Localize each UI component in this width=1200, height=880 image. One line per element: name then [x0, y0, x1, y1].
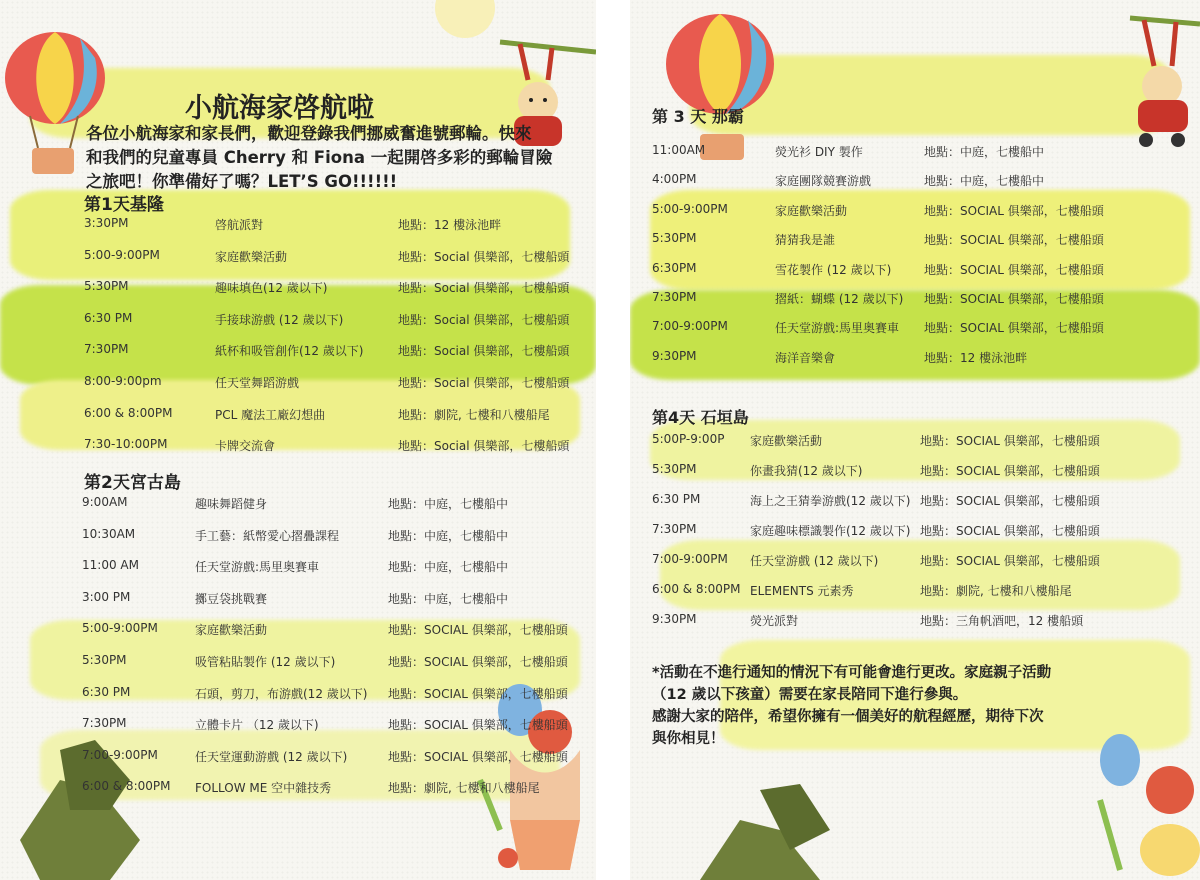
note-line: 與你相見！: [652, 731, 725, 747]
event-name: 家庭歡樂活動: [215, 249, 288, 264]
event-time: 9:00AM: [82, 495, 128, 509]
event-name: 紙杯和吸管創作(12 歲以下): [215, 344, 364, 359]
event-name: 任天堂游戲:馬里奥賽車: [775, 321, 900, 336]
event-location: 地點：SOCIAL 俱樂部，七樓船頭: [924, 262, 1104, 277]
event-location: 地點：SOCIAL 俱樂部，七樓船頭: [920, 524, 1100, 538]
page-title: 小航海家啓航啦: [185, 93, 374, 124]
event-time: 5:00-9:00PM: [652, 201, 728, 216]
event-time: 6:30 PM: [82, 684, 131, 699]
event-time: 7:00-9:00PM: [652, 552, 728, 566]
event-location: 地點：三角帆酒吧，12 樓船頭: [920, 614, 1084, 628]
event-time: 9:30PM: [652, 348, 697, 363]
event-time: 3:30PM: [84, 216, 129, 230]
event-name: 你畫我猜(12 歲以下): [750, 464, 863, 478]
event-location: 地點：劇院, 七樓和八樓船尾: [388, 781, 540, 796]
event-location: 地點：中庭，七樓船中: [388, 528, 509, 543]
event-time: 6:30PM: [652, 260, 697, 275]
event-location: 地點：SOCIAL 俱樂部，七樓船頭: [920, 464, 1100, 478]
event-name: 卡牌交流會: [215, 439, 276, 454]
event-time: 7:30PM: [82, 716, 127, 731]
event-name: 家庭歡樂活動: [750, 434, 823, 448]
event-location: 地點：12 樓泳池畔: [924, 350, 1028, 365]
event-time: 7:30PM: [652, 522, 697, 536]
event-name: 趣味舞蹈健身: [195, 497, 268, 511]
event-name: 海上之王猜拳游戲(12 歲以下): [750, 494, 911, 508]
event-name: 任天堂運動游戲 (12 歲以下): [195, 749, 348, 764]
event-location: 地點：SOCIAL 俱樂部，七樓船頭: [388, 749, 568, 764]
event-location: 地點：SOCIAL 俱樂部，七樓船頭: [388, 623, 568, 638]
event-name: 家庭趣味標識製作(12 歲以下): [750, 524, 911, 538]
event-name: 趣味填色(12 歲以下): [215, 281, 328, 296]
event-location: 地點：Social 俱樂部，七樓船頭: [398, 312, 570, 327]
event-name: 熒光派對: [750, 614, 799, 628]
brush-stripe: [0, 285, 596, 385]
intro-line: 各位小航海家和家長們，歡迎登錄我們挪威奮進號郵輪。快來: [86, 124, 532, 143]
brush-stripe: [630, 290, 1200, 380]
event-time: 7:30PM: [84, 342, 129, 357]
event-name: FOLLOW ME 空中雜技秀: [195, 781, 332, 796]
intro-line: 之旅吧！你準備好了嗎？LET’S GO!!!!!!: [86, 172, 398, 191]
event-time: 8:00-9:00pm: [84, 374, 162, 388]
event-time: 6:30 PM: [84, 310, 133, 325]
event-name: 猜猜我是誰: [775, 233, 836, 248]
event-location: 地點：Social 俱樂部，七樓船頭: [398, 439, 570, 454]
event-name: 任天堂游戲:馬里奥賽車: [195, 560, 320, 575]
event-time: 10:30AM: [82, 526, 136, 541]
event-name: PCL 魔法工廠幻想曲: [215, 407, 326, 422]
event-time: 5:00P-9:00P: [652, 432, 725, 446]
event-location: 地點：SOCIAL 俱樂部，七樓船頭: [924, 203, 1104, 218]
event-time: 6:00 & 8:00PM: [82, 779, 171, 794]
tree-icon: [690, 770, 840, 880]
event-name: 家庭歡樂活動: [195, 623, 268, 638]
flower-icon: [1080, 720, 1200, 880]
event-time: 5:30PM: [652, 231, 697, 246]
event-location: 地點：SOCIAL 俱樂部，七樓船頭: [920, 434, 1100, 448]
event-location: 地點：SOCIAL 俱樂部，七樓船頭: [924, 321, 1104, 336]
event-time: 11:00 AM: [82, 558, 139, 573]
event-name: 任天堂游戲 (12 歲以下): [750, 554, 879, 568]
event-location: 地點：12 樓泳池畔: [398, 218, 502, 232]
event-location: 地點：Social 俱樂部，七樓船頭: [398, 249, 570, 264]
day-heading: 第1天基隆: [84, 195, 164, 215]
event-time: 7:00-9:00PM: [82, 747, 158, 762]
event-time: 5:30PM: [652, 462, 697, 476]
event-time: 5:30PM: [84, 279, 129, 294]
event-name: 任天堂舞蹈游戲: [215, 376, 300, 390]
monkey-on-branch-icon: [1120, 10, 1200, 150]
event-location: 地點：SOCIAL 俱樂部，七樓船頭: [388, 686, 568, 701]
event-location: 地點：SOCIAL 俱樂部，七樓船頭: [388, 655, 568, 669]
intro-line: 和我們的兒童專員 Cherry 和 Fiona 一起開啓多彩的郵輪冒險: [86, 148, 553, 167]
event-name: 啓航派對: [215, 218, 264, 232]
event-name: 摺紙：蝴蝶 (12 歲以下): [775, 292, 904, 306]
event-time: 6:30 PM: [652, 492, 701, 506]
event-time: 3:00 PM: [82, 589, 131, 604]
event-location: 地點：劇院, 七樓和八樓船尾: [398, 407, 550, 422]
event-name: 吸管粘貼製作 (12 歲以下): [195, 655, 336, 669]
footer-notes: [652, 662, 1051, 750]
event-time: 7:30-10:00PM: [84, 437, 168, 452]
event-time: 5:30PM: [82, 653, 127, 667]
event-name: 海洋音樂會: [775, 350, 836, 365]
day-heading: 第 3 天 那霸: [652, 107, 744, 126]
note-line: *活動在不進行通知的情況下有可能會進行更改。家庭親子活動: [652, 665, 1052, 681]
event-time: 5:00-9:00PM: [82, 621, 158, 636]
event-name: 家庭歡樂活動: [775, 203, 848, 218]
brush-stripe: [650, 420, 1180, 480]
event-name: ELEMENTS 元素秀: [750, 584, 854, 598]
event-time: 5:00-9:00PM: [84, 247, 160, 262]
day-heading: 第2天宮古島: [84, 473, 181, 493]
event-time: 9:30PM: [652, 612, 697, 626]
event-time: 6:00 & 8:00PM: [652, 582, 741, 596]
event-location: 地點：中庭，七樓船中: [924, 145, 1045, 159]
event-name: 手接球游戲 (12 歲以下): [215, 312, 344, 327]
event-name: 雪花製作 (12 歲以下): [775, 262, 892, 277]
event-name: 石頭，剪刀，布游戲(12 歲以下): [195, 686, 368, 701]
event-name: 手工藝：紙幣愛心摺疊課程: [195, 528, 340, 543]
event-location: 地點：SOCIAL 俱樂部，七樓船頭: [388, 718, 568, 733]
event-name: 家庭團隊競賽游戲: [775, 174, 872, 189]
event-location: 地點：Social 俱樂部，七樓船頭: [398, 281, 570, 296]
event-location: 地點：SOCIAL 俱樂部，七樓船頭: [924, 233, 1104, 248]
intro-paragraph: [86, 122, 552, 194]
event-location: 地點：SOCIAL 俱樂部，七樓船頭: [920, 554, 1100, 568]
tree-icon: [0, 720, 160, 880]
event-time: 7:00-9:00PM: [652, 319, 728, 334]
note-line: （12 歲以下孩童）需要在家長陪同下進行參與。: [652, 687, 968, 703]
event-location: 地點：SOCIAL 俱樂部，七樓船頭: [924, 292, 1104, 306]
event-location: 地點：SOCIAL 俱樂部，七樓船頭: [920, 494, 1100, 508]
day-heading: 第4天 石垣島: [652, 408, 749, 427]
schedule-page-left: [0, 0, 596, 880]
event-name: 熒光衫 DIY 製作: [775, 145, 863, 159]
event-name: 擲豆袋挑戰賽: [195, 591, 268, 606]
event-location: 地點：Social 俱樂部，七樓船頭: [398, 376, 570, 390]
event-location: 地點：中庭，七樓船中: [388, 560, 509, 575]
brush-stripe: [650, 190, 1190, 290]
brush-stripe: [660, 540, 1180, 610]
event-location: 地點：中庭，七樓船中: [388, 497, 509, 511]
event-name: 立體卡片 （12 歲以下): [195, 718, 319, 733]
note-line: 感謝大家的陪伴，希望你擁有一個美好的航程經歷，期待下次: [652, 709, 1044, 725]
event-time: 11:00AM: [652, 143, 706, 157]
event-time: 7:30PM: [652, 290, 697, 304]
event-location: 地點：Social 俱樂部，七樓船頭: [398, 344, 570, 359]
schedule-page-right: [630, 0, 1200, 880]
event-location: 地點：中庭，七樓船中: [388, 591, 509, 606]
event-time: 6:00 & 8:00PM: [84, 405, 173, 420]
event-location: 地點：劇院, 七樓和八樓船尾: [920, 584, 1072, 598]
event-location: 地點：中庭，七樓船中: [924, 174, 1045, 189]
event-time: 4:00PM: [652, 172, 697, 187]
